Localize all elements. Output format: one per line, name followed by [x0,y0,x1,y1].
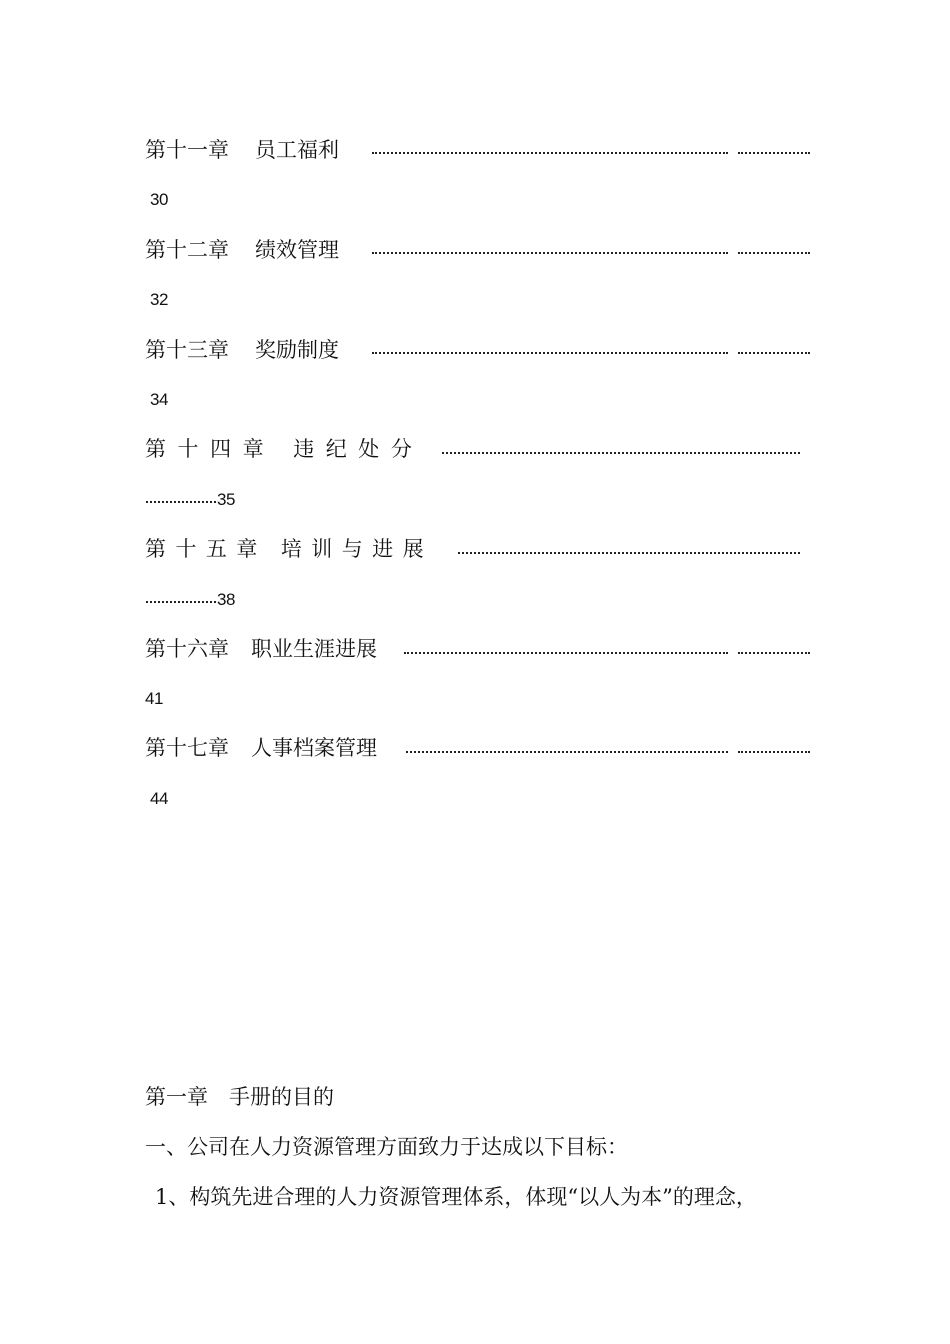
toc-leader [738,152,810,154]
toc-title: 培训与进展 [280,537,434,561]
toc-leader [458,552,800,554]
toc-entry-17[interactable] [145,736,377,760]
toc-page-number: 35 [217,490,235,509]
toc-chapter: 第十五章 [145,537,267,561]
toc-entry-13[interactable] [145,338,339,362]
chapter-heading: 第一章 手册的目的 [145,1085,334,1109]
toc-leader [372,352,728,354]
toc-page-number: 30 [150,190,168,209]
toc-chapter: 第十四章 [145,437,276,461]
toc-page-number: 41 [145,689,163,708]
toc-leader [738,252,810,254]
toc-title: 员工福利 [255,138,339,162]
toc-chapter: 第十七章 [145,736,229,760]
toc-leader [738,751,810,753]
toc-leader [738,352,810,354]
toc-leader [372,252,728,254]
toc-entry-14[interactable] [145,437,423,461]
toc-title: 职业生涯进展 [251,637,377,661]
toc-title: 人事档案管理 [251,736,377,760]
paragraph: 1、构筑先进合理的人力资源管理体系，体现“以人为本”的理念， [155,1185,757,1209]
paragraph: 一、公司在人力资源管理方面致力于达成以下目标： [145,1135,628,1159]
toc-entry-15[interactable] [145,537,433,561]
toc-chapter: 第十一章 [145,138,229,162]
toc-leader [372,152,728,154]
toc-leader [442,452,800,454]
toc-page-number: 34 [150,390,168,409]
toc-page-line [146,590,235,610]
toc-leader [404,652,728,654]
toc-entry-11[interactable] [145,138,339,162]
toc-entry-12[interactable] [145,238,339,262]
toc-chapter: 第十三章 [145,338,229,362]
toc-leader [738,652,810,654]
toc-title: 奖励制度 [255,338,339,362]
toc-title: 绩效管理 [255,238,339,262]
toc-page-line [146,490,235,510]
toc-page-number: 38 [217,590,235,609]
toc-leader [406,751,728,753]
toc-leader [146,501,216,503]
toc-chapter: 第十六章 [145,637,229,661]
toc-entry-16[interactable] [145,637,377,661]
toc-chapter: 第十二章 [145,238,229,262]
toc-leader [146,601,216,603]
toc-page-number: 44 [150,789,168,808]
toc-title: 违纪处分 [293,437,424,461]
toc-page-number: 32 [150,290,168,309]
